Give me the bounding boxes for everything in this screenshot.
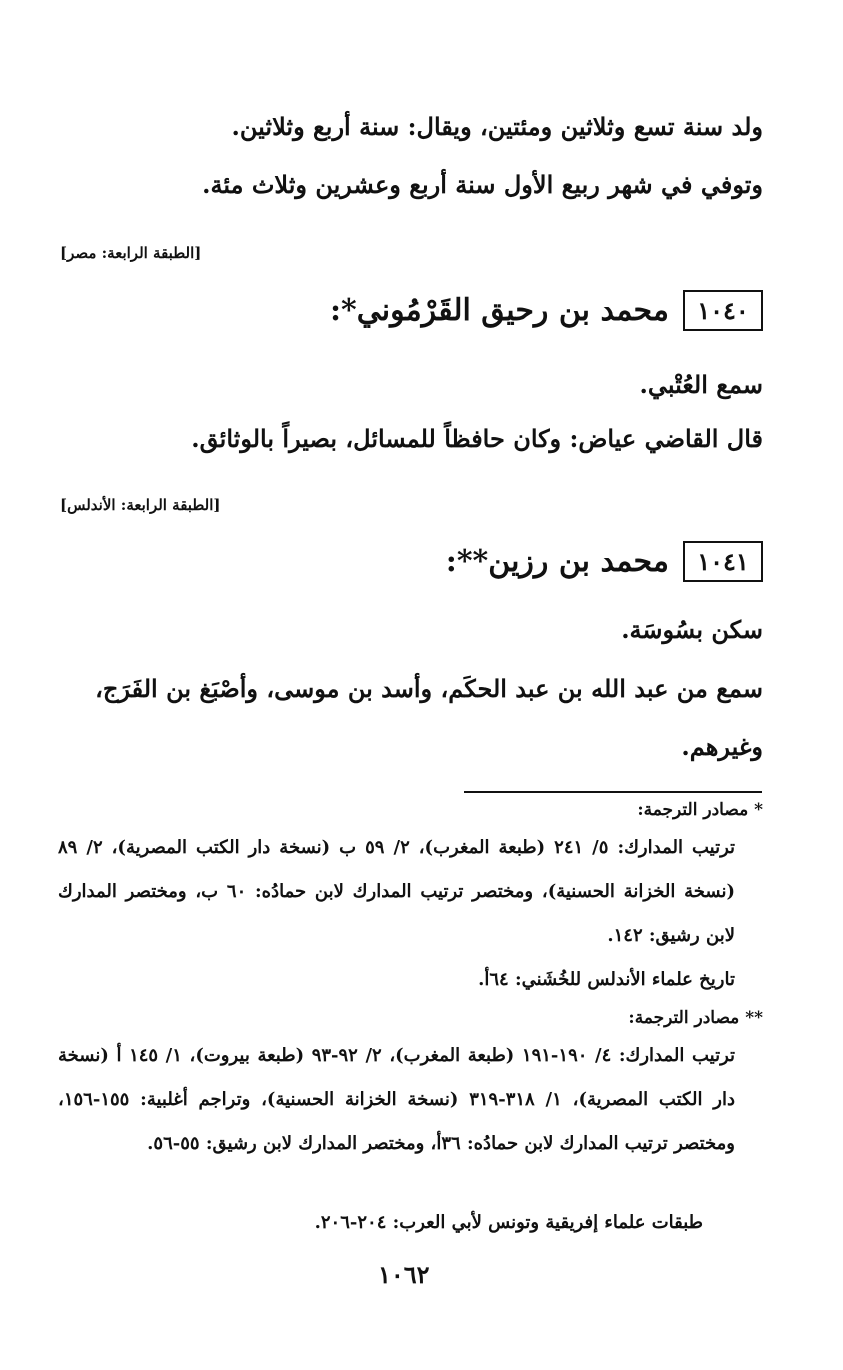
footnote-divider: [464, 791, 762, 793]
footnote-1-heading: * مصادر الترجمة:: [637, 800, 763, 820]
footnote-2: [58, 1034, 763, 1166]
tabaqa-tag-andalus: [الطبقة الرابعة: الأندلس]: [60, 496, 221, 514]
entry-1041-line-3: وغيرهم.: [681, 732, 763, 761]
footnote-2-heading: ** مصادر الترجمة:: [628, 1008, 763, 1028]
entry-name: محمد بن رحيق القَرْمُوني*:: [329, 293, 669, 328]
footnote-2-extra: طبقات علماء إفريقية وتونس لأبي العرب: ٢٠٤-٢٠٦.: [314, 1212, 703, 1233]
page-number: ١٠٦٢: [378, 1260, 430, 1289]
entry-1040-line-1: سمع العُتْبي.: [639, 370, 763, 399]
entry-1040-heading: [330, 290, 763, 331]
footnote-1-body: ترتيب المدارك: ٥/ ٢٤١ (طبعة المغرب)، ٢/ ٥٩ ب (نسخة دار الكتب المصرية)، ٢/ ٨٩ (نسخة الخزانة الحسنية)، ومختصر ترتيب المدارك لابن حمادُه: ٦٠ ب، ومختصر المدارك لابن رشيق: ١٤٢.: [58, 837, 736, 946]
entry-1040-line-2: قال القاضي عياض: وكان حافظاً للمسائل، بصيراً بالوثائق.: [191, 424, 763, 453]
footnote-1: [58, 826, 763, 1002]
footnote-1-extra: تاريخ علماء الأندلس للخُشَني: ٦٤أ.: [478, 969, 735, 990]
entry-name: محمد بن رزين**:: [445, 544, 669, 579]
entry-1041-line-1: سكن بسُوسَة.: [621, 615, 763, 644]
birth-line: ولد سنة تسع وثلاثين ومئتين، ويقال: سنة أربع وثلاثين.: [231, 112, 763, 141]
death-line: وتوفي في شهر ربيع الأول سنة أربع وعشرين وثلاث مئة.: [202, 170, 763, 199]
entry-number-box: ١٠٤٠: [683, 290, 763, 331]
entry-1041-line-2: سمع من عبد الله بن عبد الحكَم، وأسد بن موسى، وأصْبَغ بن الفَرَج،: [95, 674, 763, 703]
tabaqa-tag-egypt: [الطبقة الرابعة: مصر]: [60, 244, 202, 262]
entry-1041-heading: [446, 541, 763, 582]
entry-number-box: ١٠٤١: [683, 541, 763, 582]
footnote-2-body: ترتيب المدارك: ٤/ ١٩٠-١٩١ (طبعة المغرب)، ٢/ ٩٢-٩٣ (طبعة بيروت)، ١/ ١٤٥ أ (نسخة دار الكتب المصرية)، ١/ ٣١٨-٣١٩ (نسخة الخزانة الحسنية)، وتراجم أغلبية: ١٥٥-١٥٦، ومختصر ترتيب المدارك لابن حمادُه: ٣٦أ، ومختصر المدارك لابن رشيق: ٥٥-٥٦.: [58, 1045, 736, 1154]
